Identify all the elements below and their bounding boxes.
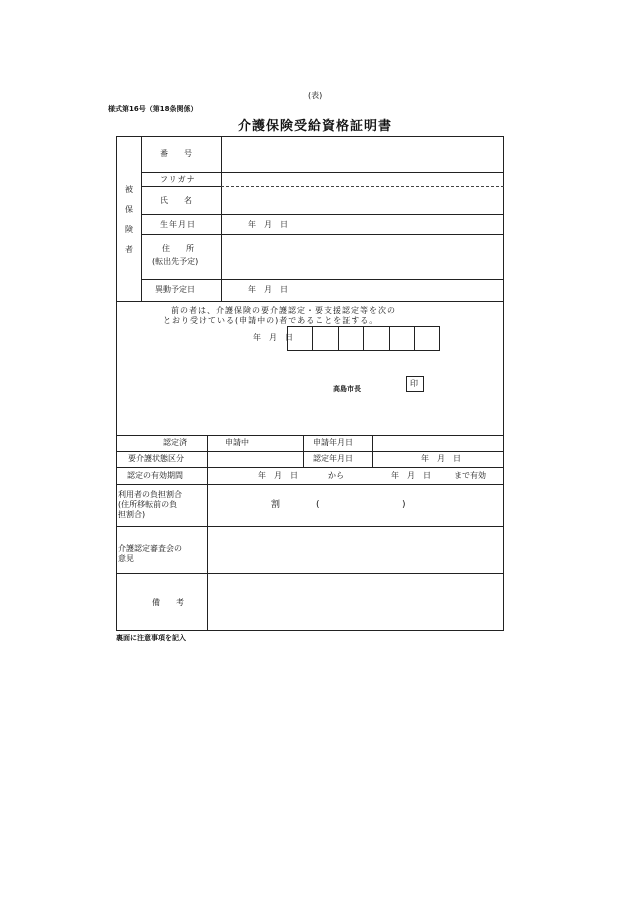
row-line-address xyxy=(141,279,504,280)
row-line-status-top xyxy=(116,435,504,436)
number-box-divider xyxy=(389,326,390,351)
insured-group-label-1: 被 xyxy=(125,185,133,194)
certification-date-value: 年 月 日 xyxy=(421,454,461,463)
status-date-divider xyxy=(372,435,373,467)
row-line-status xyxy=(116,451,504,452)
row-line-opinion xyxy=(116,573,504,574)
row-line-burden xyxy=(116,526,504,527)
footer-note: 裏面に注意事項を記入 xyxy=(116,634,186,642)
furigana-label: フリガナ xyxy=(160,175,196,184)
number-label: 番 号 xyxy=(160,149,192,158)
name-label: 氏 名 xyxy=(160,196,192,205)
seal-mark: 印 xyxy=(410,379,418,388)
move-date-value: 年 月 日 xyxy=(248,285,288,294)
address-sub-label: (転出先予定) xyxy=(152,257,199,266)
burden-paren-close: ) xyxy=(402,500,406,510)
validity-label: 認定の有効期間 xyxy=(127,471,183,480)
remarks-label: 備 考 xyxy=(152,598,184,607)
number-box-divider xyxy=(312,326,313,351)
row-line-furigana xyxy=(221,186,504,187)
insured-group-label-4: 者 xyxy=(125,245,133,254)
opinion-label-1: 介護認定審査会の xyxy=(118,544,182,553)
validity-from-date: 年 月 日 xyxy=(258,471,298,480)
issuer-name: 高島市長 xyxy=(333,385,361,393)
validity-from-text: から xyxy=(328,471,344,480)
insured-label-divider xyxy=(221,136,222,301)
insured-group-label-2: 保 xyxy=(125,205,133,214)
validity-until-text: まで有効 xyxy=(454,471,486,480)
row-line-birth xyxy=(141,234,504,235)
burden-label-1: 利用者の負担割合 xyxy=(118,490,182,499)
insured-group-divider xyxy=(141,136,142,301)
row-line-name xyxy=(141,214,504,215)
row-line-move xyxy=(116,301,504,302)
form-table xyxy=(116,136,504,631)
document-title: 介護保険受給資格証明書 xyxy=(238,119,393,134)
certified-label: 認定済 xyxy=(163,438,187,447)
insured-group-label-3: 険 xyxy=(125,225,133,234)
address-label: 住 所 xyxy=(162,244,194,253)
birth-date-label: 生年月日 xyxy=(160,220,196,229)
row-line-validity xyxy=(116,484,504,485)
lower-label-divider xyxy=(207,435,208,631)
number-box-divider xyxy=(363,326,364,351)
status-mid-divider xyxy=(303,435,304,467)
burden-ratio-unit: 割 xyxy=(271,500,281,510)
certification-line-1: 前の者は、介護保険の要介護認定・要支援認定等を次の xyxy=(171,306,396,315)
application-date-label: 申請年月日 xyxy=(313,438,353,447)
certification-date: 年 月 日 xyxy=(253,333,293,342)
move-date-label: 異動予定日 xyxy=(155,285,195,294)
number-box-divider xyxy=(414,326,415,351)
burden-paren-open: ( xyxy=(316,500,320,510)
row-line-number xyxy=(141,172,504,173)
opinion-label-2: 意見 xyxy=(118,554,134,563)
number-box-divider xyxy=(338,326,339,351)
certification-line-2: とおり受けている(申請中の)者であることを証する。 xyxy=(163,316,379,325)
care-level-label: 要介護状態区分 xyxy=(128,454,184,463)
form-number: 様式第16号（第18条関係） xyxy=(108,105,198,113)
burden-label-3: 担割合) xyxy=(118,510,146,519)
certification-date-label: 認定年月日 xyxy=(313,454,353,463)
applying-label: 申請中 xyxy=(225,438,249,447)
burden-label-2: (住所移転前の負 xyxy=(118,500,178,509)
birth-date-value: 年 月 日 xyxy=(248,220,288,229)
validity-to-date: 年 月 日 xyxy=(391,471,431,480)
row-line-furigana-label xyxy=(141,186,221,187)
row-line-care-level xyxy=(116,467,504,468)
form-side-label: (表) xyxy=(308,91,323,100)
